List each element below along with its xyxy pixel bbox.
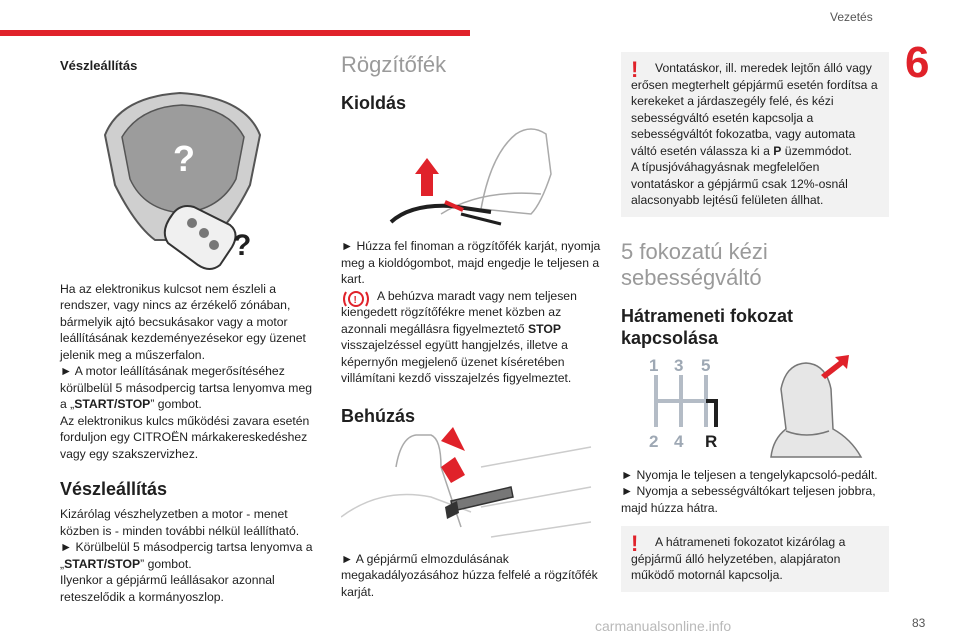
figure-question-mark-1: ? <box>173 137 195 179</box>
heading-release: Kioldás <box>341 93 407 113</box>
text-part: ► A motor leállításának megerősítéséhez körülbelül 5 másodpercig tartsa lenyomva meg a „ <box>60 364 312 411</box>
paragraph-key-fault: Az elektronikus kulcs működési zavara esetén forduljon egy CITROËN márkakereskedéshez vagy egy szakszervizhez. <box>60 413 310 461</box>
note-text <box>341 288 603 387</box>
warning-text-slope: A típusjóváhagyásnak megfelelően vontatáskor a gépjármű csak 12%-osnál alacsonyabb lejtésű felületen állhat. <box>631 160 848 207</box>
page-number: 83 <box>912 616 926 630</box>
heading-reverse-gear: Hátrameneti fokozat kapcsolása <box>621 305 794 348</box>
start-stop-label: START/STOP <box>64 556 141 571</box>
section-title: Vezetés <box>830 10 873 24</box>
gear-label-4: 4 <box>674 431 684 451</box>
figure-gear-pattern <box>621 349 889 459</box>
stop-label: STOP <box>527 321 561 336</box>
paragraph-hold-button <box>60 539 322 572</box>
text-part: ” gombot. <box>150 397 202 411</box>
figure-key-car <box>60 75 322 271</box>
paragraph-steering-lock: Ilyenkor a gépjármű leállásakor azonnal reteszelődik a kormányoszlop. <box>60 573 275 604</box>
watermark: carmanualsonline.info <box>595 618 732 634</box>
paragraph-press-clutch: ► Nyomja le teljesen a tengelykapcsoló-pedált. <box>621 467 878 482</box>
warning-text-reverse <box>631 531 879 584</box>
column-3 <box>621 52 889 592</box>
text-part: üzemmódot. <box>781 143 852 158</box>
heading-apply: Behúzás <box>341 405 416 426</box>
warning-text-towing <box>631 57 879 159</box>
header-red-bar <box>0 30 470 36</box>
warning-icon: ! <box>631 57 639 82</box>
brake-release-illustration <box>341 114 603 234</box>
paragraph-move-lever: ► Nyomja a sebességváltókart teljesen jobbra, majd húzza hátra. <box>621 484 876 515</box>
heading-emergency-stop: Vészleállítás <box>60 479 168 499</box>
warning-box-reverse <box>621 526 889 592</box>
heading-emergency-start: Vészleállítás <box>60 58 138 73</box>
note-brake-warning <box>341 288 603 387</box>
section-title-parking-brake: Rögzítőfék <box>341 52 447 77</box>
text-part: visszajelzéssel együtt hangjelzés, illetve a képernyőn megjelenő üzenet kíséretében villámítani kezdő visszajelzés figyelmeztet. <box>341 338 572 385</box>
park-mode-label: P <box>773 143 782 158</box>
figure-brake-release <box>341 114 603 234</box>
svg-text:!: ! <box>353 294 357 306</box>
section-title-gearbox: 5 fokozatú kézi sebességváltó <box>621 238 768 290</box>
chapter-number: 6 <box>905 38 930 87</box>
gear-label-1: 1 <box>649 355 659 375</box>
gear-pattern-illustration <box>621 349 889 459</box>
gear-lever-icon <box>771 355 861 457</box>
start-stop-label: START/STOP <box>74 397 151 411</box>
paragraph-confirm-stop <box>60 363 322 413</box>
figure-brake-apply <box>341 427 603 547</box>
text-part: A behúzva maradt vagy nem teljesen kiengedett rögzítőfékre menet közben az azonnali megállásra figyelmeztető <box>341 288 577 336</box>
gear-label-5: 5 <box>701 355 711 375</box>
text-part: Vontatáskor, ill. meredek lejtőn álló vagy erősen megterhelt gépjármű esetén fordítsa a kerekeket a járdaszegély felé, és kézi sebességváltó esetén kapcsolja a sebességváltót fokozatba, vagy automata váltó esetén válassza ki a <box>631 61 878 158</box>
gear-label-3: 3 <box>674 355 684 375</box>
text-part: ” gombot. <box>140 556 192 571</box>
text-part: A hátrameneti fokozatot kizárólag a gépjármű álló helyzetében, alapjáraton működő motornál kapcsolja. <box>631 535 846 582</box>
warning-box-towing <box>621 52 889 217</box>
column-1 <box>60 52 322 605</box>
brake-warning-icon <box>341 288 371 310</box>
figure-question-mark-2: ? <box>233 228 252 262</box>
car-key-illustration <box>60 75 322 271</box>
paragraph-release-steps: ► Húzza fel finoman a rögzítőfék karját, nyomja meg a kioldógombot, majd engedje le teljesen a kart. <box>341 239 601 286</box>
column-2 <box>341 52 603 600</box>
paragraph-apply-steps: ► A gépjármű elmozdulásának megakadályozásához húzza felfelé a rögzítőfék karját. <box>341 551 598 599</box>
warning-icon: ! <box>631 531 639 556</box>
text-part: ► Körülbelül 5 másodpercig tartsa lenyomva a „ <box>60 540 313 571</box>
gear-label-2: 2 <box>649 431 659 451</box>
gear-label-r: R <box>705 431 718 451</box>
paragraph-key-not-detected: Ha az elektronikus kulcsot nem észleli a rendszer, vagy nincs az érzékelő zónában, bármelyik ajtó becsukásakor vagy a motor leállításának kezdeményezésekor egy üzenet jelenik meg a műszerfalon. <box>60 281 306 362</box>
brake-apply-illustration <box>341 427 603 547</box>
paragraph-emergency-only: Kizárólag vészhelyzetben a motor - menet közben is - minden további nélkül leállítható. <box>60 507 300 538</box>
